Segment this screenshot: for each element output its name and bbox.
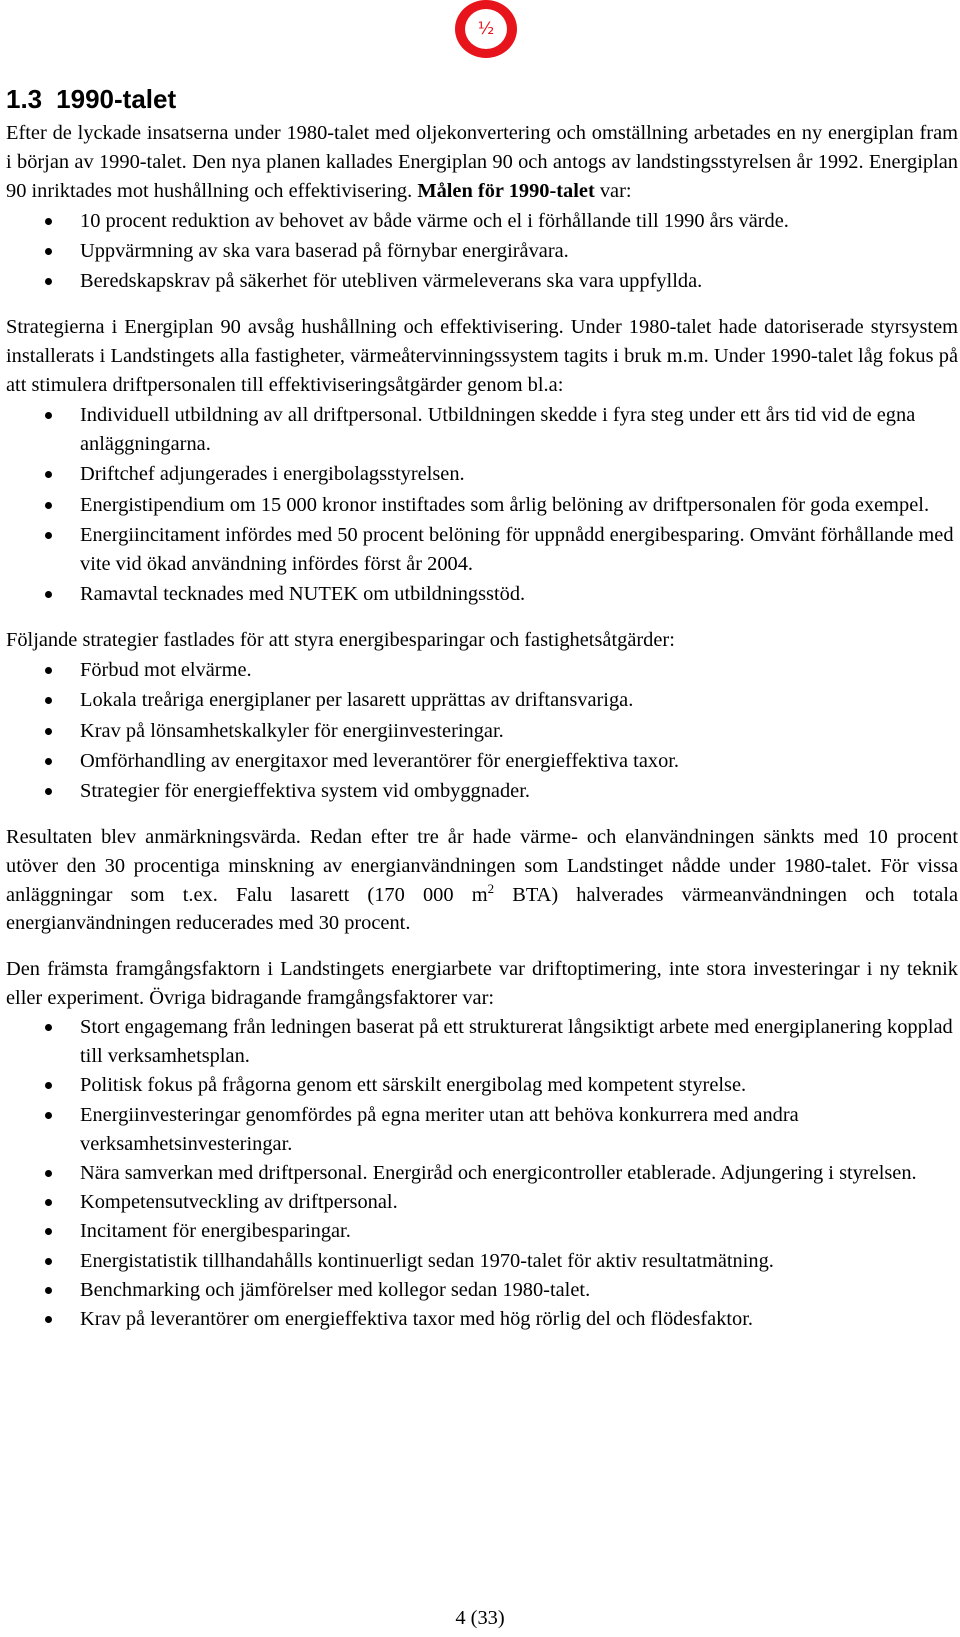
bullet-icon: [45, 1170, 52, 1177]
page-number: 4 (33): [455, 1607, 505, 1629]
goals-label: Målen för 1990-talet: [417, 179, 595, 202]
list-item: Politisk fokus på frågorna genom ett särskilt energibolag med kompetent styrelse.: [6, 1071, 958, 1100]
bullet-icon: [45, 1199, 52, 1206]
list-item: Stort engagemang från ledningen baserat på ett strukturerat långsiktigt arbete med energiplanering kopplad till verksamhetsplan.: [6, 1013, 958, 1071]
bullet-icon: [45, 502, 52, 509]
following-paragraph: Följande strategier fastlades för att styra energibesparingar och fastighetsåtgärder:: [6, 628, 675, 651]
list-item: Incitament för energibesparingar.: [6, 1217, 958, 1246]
bullet-icon: [45, 248, 52, 255]
list-item: Driftchef adjungerades i energibolagsstyrelsen.: [6, 460, 958, 489]
bullet-icon: [45, 667, 52, 674]
bullet-icon: [45, 471, 52, 478]
bullet-icon: [45, 278, 52, 285]
list-item: Kompetensutveckling av driftpersonal.: [6, 1188, 958, 1217]
bullet-icon: [45, 758, 52, 765]
bullet-icon: [45, 1258, 52, 1265]
staff-measures-list: [6, 401, 958, 609]
bullet-icon: [45, 728, 52, 735]
list-item: Energistipendium om 15 000 kronor instiftades som årlig belöning av driftpersonalen för goda exempel.: [6, 491, 958, 520]
bullet-icon: [45, 1287, 52, 1294]
bullet-icon: [45, 532, 52, 539]
bullet-icon: [45, 1082, 52, 1089]
list-item: Energistatistik tillhandahålls kontinuerligt sedan 1970-talet för aktiv resultatmätning.: [6, 1247, 958, 1276]
list-item: Uppvärmning av ska vara baserad på förnybar energiråvara.: [6, 237, 958, 266]
list-item: 10 procent reduktion av behovet av både värme och el i förhållande till 1990 års värde.: [6, 207, 958, 236]
list-item: Omförhandling av energitaxor med leverantörer för energieffektiva taxor.: [6, 747, 958, 776]
list-item: Förbud mot elvärme.: [6, 656, 958, 685]
list-item: Lokala treåriga energiplaner per lasarett upprättas av driftansvariga.: [6, 686, 958, 715]
list-item: Ramavtal tecknades med NUTEK om utbildningsstöd.: [6, 580, 958, 609]
list-item: Krav på lönsamhetskalkyler för energiinvesteringar.: [6, 717, 958, 746]
bullet-icon: [45, 1316, 52, 1323]
bullet-icon: [45, 1112, 52, 1119]
goals-list: [6, 207, 958, 296]
intro-paragraph: Efter de lyckade insatserna under 1980-talet med oljekonvertering och omställning arbetades en ny energiplan fram i början av 1990-talet. Den nya planen kallades Energiplan 90 och antogs av landstingsstyrelsen år 1992. Energiplan 90 inriktades mot hushållning och effektivisering. Målen för 1990-talet var:: [6, 122, 958, 202]
bullet-icon: [45, 1228, 52, 1235]
list-item: Individuell utbildning av all driftpersonal. Utbildningen skedde i fyra steg under ett års tid vid de egna anläggningarna.: [6, 401, 958, 459]
list-item: Beredskapskrav på säkerhet för utebliven värmeleverans ska vara uppfyllda.: [6, 267, 958, 296]
bullet-icon: [45, 697, 52, 704]
badge-label: ½: [465, 9, 507, 49]
bullet-icon: [45, 412, 52, 419]
list-item: Energiinvesteringar genomfördes på egna meriter utan att behöva konkurrera med andra verksamhetsinvesteringar.: [6, 1101, 958, 1159]
list-item: Benchmarking och jämförelser med kollegor sedan 1980-talet.: [6, 1276, 958, 1305]
list-item: Energiincitament infördes med 50 procent belöning för uppnådd energibesparing. Omvänt förhållande med vite vid ökad användning infördes först år 2004.: [6, 521, 958, 579]
bullet-icon: [45, 1024, 52, 1031]
following-list: [6, 656, 958, 806]
section-number: 1.3: [6, 84, 43, 114]
list-item: Nära samverkan med driftpersonal. Energiråd och energicontroller etablerade. Adjungering i styrelsen.: [6, 1159, 958, 1188]
page-badge-icon: [455, 0, 517, 58]
results-paragraph: Resultaten blev anmärkningsvärda. Redan efter tre år hade värme- och elanvändningen sänkts med 10 procent utöver den 30 procentiga minskning av energianvändningen som Landstinget nådde under 1980-talet. För vissa anläggningar som t.ex. Falu lasarett (170 000 $m^2$ BTA) halverades värmeanvändningen och totala energianvändningen reducerades med 30 procent.: [6, 826, 958, 935]
document-body: [6, 82, 958, 1334]
superscript: 2: [487, 880, 495, 896]
bullet-icon: [45, 788, 52, 795]
bullet-icon: [45, 591, 52, 598]
strategies-paragraph: Strategierna i Energiplan 90 avsåg hushållning och effektivisering. Under 1980-talet hade datoriserade styrsystem installerats i Landstingets alla fastigheter, värmeåtervinningssystem tagits i bruk m.m. Under 1990-talet låg fokus på att stimulera driftpersonalen till effektiviseringsåtgärder genom bl.a:: [6, 316, 958, 396]
section-title: 1990-talet: [56, 84, 177, 114]
section-heading: [6, 82, 958, 116]
list-item: Krav på leverantörer om energieffektiva taxor med hög rörlig del och flödesfaktor.: [6, 1305, 958, 1334]
success-paragraph: Den främsta framgångsfaktorn i Landstingets energiarbete var driftoptimering, inte stora investeringar i ny teknik eller experiment. Övriga bidragande framgångsfaktorer var:: [6, 958, 958, 1010]
success-factors-list: [6, 1013, 958, 1334]
list-item: Strategier för energieffektiva system vid ombyggnader.: [6, 777, 958, 806]
bullet-icon: [45, 218, 52, 225]
